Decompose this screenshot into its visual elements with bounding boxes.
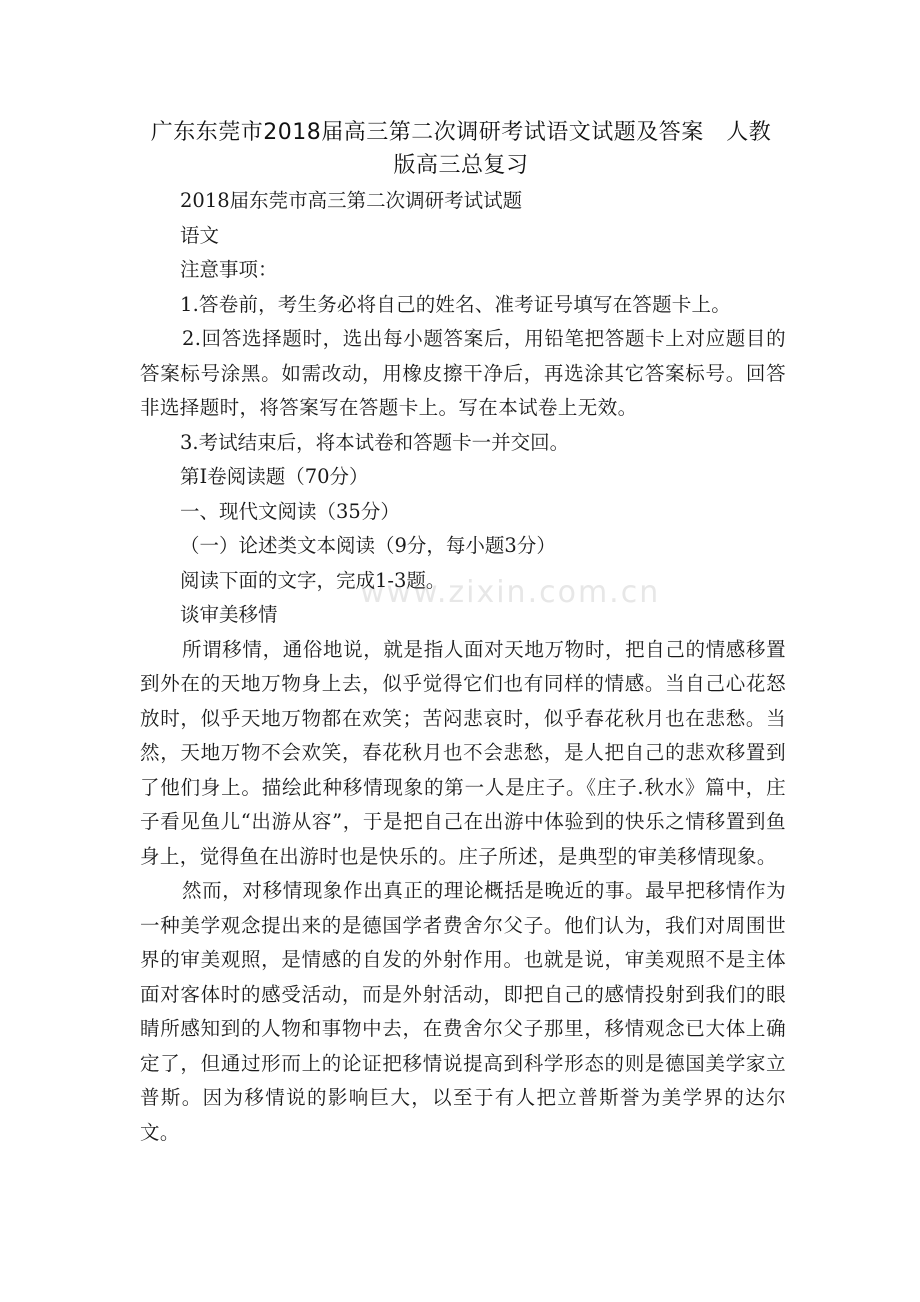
- reading-instruction: 阅读下面的文字，完成1-3题。: [180, 568, 446, 592]
- notice-item-3: 3.考试结束后，将本试卷和答题卡一并交回。: [180, 430, 570, 454]
- notice-item-1: 1.答卷前，考生务必将自己的姓名、准考证号填写在答题卡上。: [180, 292, 731, 316]
- section-heading-1: 第Ⅰ卷阅读题（70分）: [180, 465, 369, 488]
- watermark: www.zixin.com.cn: [360, 575, 661, 610]
- document-body: [140, 184, 786, 1150]
- exam-title: 2018届东莞市高三第二次调研考试试题: [180, 189, 523, 212]
- subject-label: 语文: [180, 223, 220, 247]
- notice-item-2: 2.回答选择题时，选出每小题答案后，用铅笔把答题卡上对应题目的答案标号涂黑。如需改动，用橡皮擦干净后，再选涂其它答案标号。回答非选择题时，将答案写在答题卡上。写在本试卷上无效。: [140, 327, 786, 419]
- section-heading-1-1: 一、现代文阅读（35分）: [180, 499, 400, 523]
- article-paragraph-1: 所谓移情，通俗地说，就是指人面对天地万物时，把自己的情感移置到外在的天地万物身上去，似乎觉得它们也有同样的情感。当自己心花怒放时，似乎天地万物都在欢笑；苦闷悲哀时，似乎春花秋月也在悲愁。当然，天地万物不会欢笑，春花秋月也不会悲愁，是人把自己的悲欢移置到了他们身上。描绘此种移情现象的第一人是庄子。《庄子.秋水》篇中，庄子看见鱼儿“出游从容”，于是把自己在出游中体验到的快乐之情移置到鱼身上，觉得鱼在出游时也是快乐的。庄子所述，是典型的审美移情现象。: [140, 637, 786, 868]
- section-heading-1-1-1: （一）论述类文本阅读（9分，每小题3分）: [180, 534, 556, 557]
- article-title: 谈审美移情: [180, 603, 278, 626]
- article-paragraph-2: 然而，对移情现象作出真正的理论概括是晚近的事。最早把移情作为一种美学观念提出来的是德国学者费舍尔父子。他们认为，我们对周围世界的审美观照，是情感的自发的外射作用。也就是说，审美观照不是主体面对客体时的感受活动，而是外射活动，即把自己的感情投射到我们的眼睛所感知到的人物和事物中去，在费舍尔父子那里，移情观念已大体上确定了，但通过形而上的论证把移情说提高到科学形态的则是德国美学家立普斯。因为移情说的影响巨大，以至于有人把立普斯誉为美学界的达尔文。: [140, 879, 786, 1144]
- document-title: 广东东莞市2018届高三第二次调研考试语文试题及答案 人教版高三总复习: [150, 120, 772, 178]
- notice-heading: 注意事项：: [180, 258, 278, 281]
